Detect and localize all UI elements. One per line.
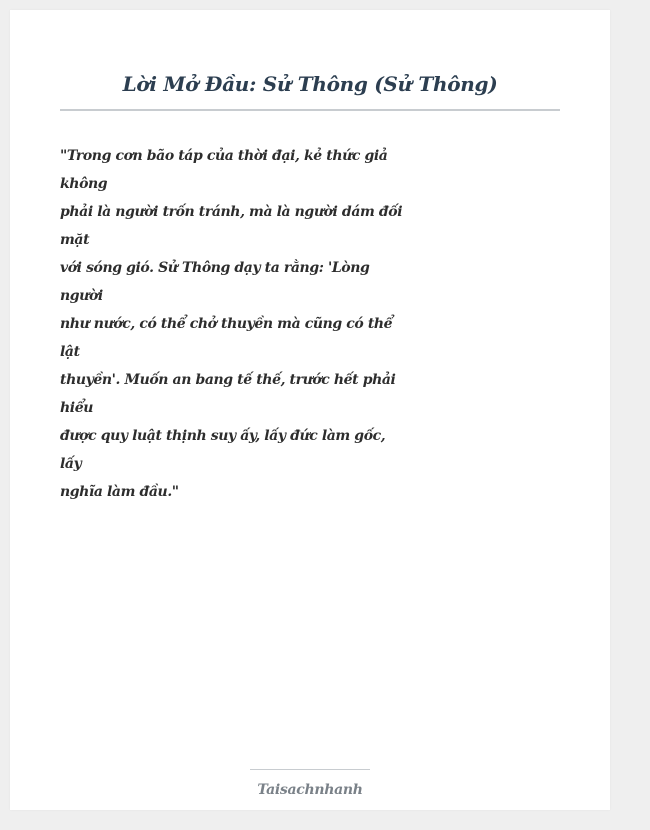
text-line: người (60, 288, 103, 304)
text-line: nghĩa làm đầu." (60, 484, 179, 500)
text-line: hiểu (60, 400, 93, 416)
text-line: lật (60, 344, 80, 360)
body-paragraph (60, 142, 403, 506)
footer-divider (250, 769, 370, 770)
text-line: như nước, có thể chở thuyền mà cũng có thể (60, 316, 393, 332)
text-line: được quy luật thịnh suy ấy, lấy đức làm gốc, (60, 428, 386, 444)
title-divider (60, 109, 560, 111)
text-line: không (60, 176, 108, 192)
text-line: với sóng gió. Sử Thông dạy ta rằng: 'Lòng (60, 260, 370, 276)
text-line: phải là người trốn tránh, mà là người dám đối (60, 204, 403, 220)
footer-brand: Taisachnhanh (257, 782, 363, 798)
text-line: thuyền'. Muốn an bang tế thế, trước hết phải (60, 372, 396, 388)
text-line: "Trong cơn bão táp của thời đại, kẻ thức giả (60, 148, 388, 164)
page-title: Lời Mở Đầu: Sử Thông (Sử Thông) (122, 72, 498, 96)
document-page (10, 10, 610, 810)
text-line: lấy (60, 456, 82, 472)
text-line: mặt (60, 232, 90, 248)
